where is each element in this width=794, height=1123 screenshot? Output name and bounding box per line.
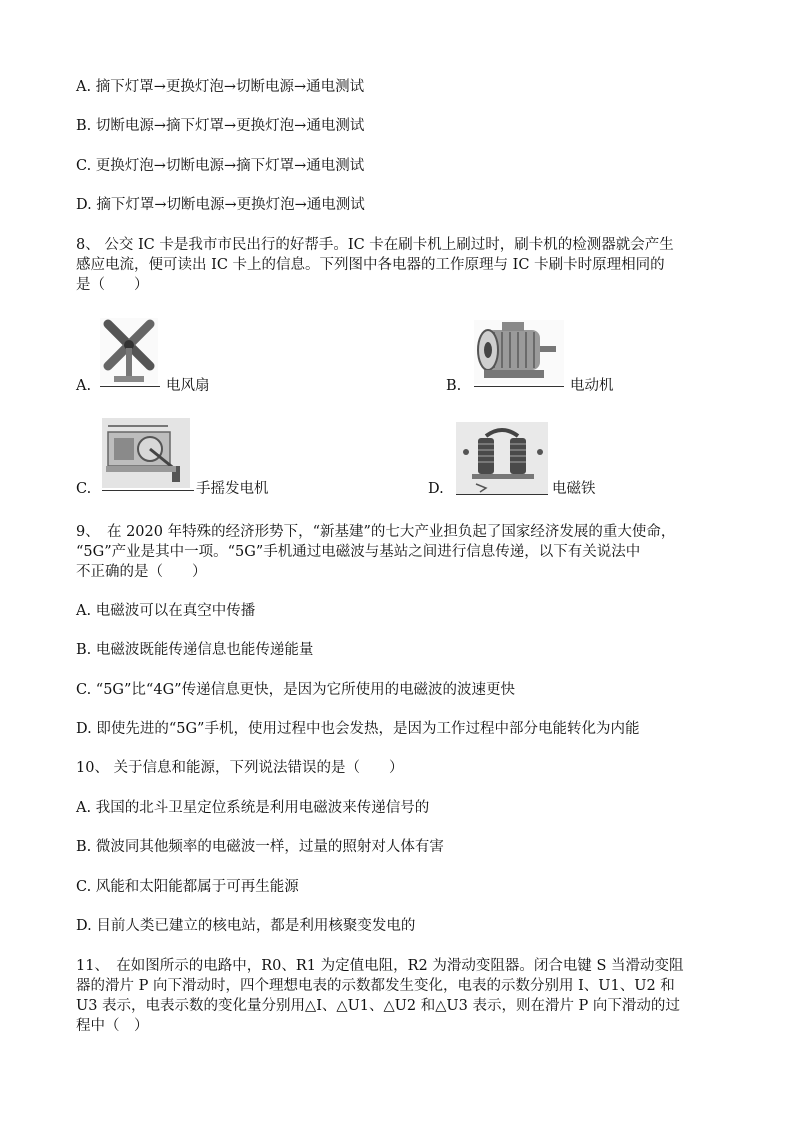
hand-crank-generator-icon (102, 418, 190, 488)
q8-choice-b-underline (474, 386, 564, 387)
electric-motor-icon (474, 320, 564, 384)
q9-stem (76, 522, 716, 582)
q11-stem-line: 程中（ ） (76, 1018, 149, 1034)
q11-stem-line: 器的滑片 P 向下滑动时，四个理想电表的示数都发生变化，电表的示数分别用 I、U1、U2 和 (76, 978, 675, 994)
q10-option-c: C. 风能和太阳能都属于可再生能源 (76, 879, 299, 895)
q9-option-d: D. 即使先进的“5G”手机，使用过程中也会发热，是因为工作过程中部分电能转化为内能 (76, 721, 640, 737)
q8-choice-d-caption: 电磁铁 (552, 481, 596, 497)
q8-choice-c-caption: 手摇发电机 (196, 481, 269, 497)
q8-choice-b-letter: B. (446, 378, 462, 394)
q8-stem-line: 感应电流，便可读出 IC 卡上的信息。下列图中各电器的工作原理与 IC 卡刷卡时原理相同的 (76, 257, 665, 273)
q8-stem-line: 是（ ） (76, 277, 149, 293)
q8-choice-b-caption: 电动机 (570, 378, 614, 394)
q10-stem: 10、 关于信息和能源，下列说法错误的是（ ） (76, 760, 404, 776)
q10-option-d: D. 目前人类已建立的核电站，都是利用核聚变发电的 (76, 918, 416, 934)
q8-choice-d-letter: D. (428, 481, 444, 497)
electromagnet-icon (456, 422, 548, 494)
q8-choice-c-underline (102, 490, 194, 491)
q11-stem-line: 11、 在如图所示的电路中，R0、R1 为定值电阻，R2 为滑动变阻器。闭合电键 S 当滑动变阻 (76, 958, 684, 974)
q7-option-c: C. 更换灯泡→切断电源→摘下灯罩→通电测试 (76, 158, 365, 174)
q9-option-b: B. 电磁波既能传递信息也能传递能量 (76, 642, 314, 658)
q8-choice-d-underline (456, 494, 548, 495)
q8-choice-a-underline (100, 386, 160, 387)
q9-stem-line: “5G”产业是其中一项。“5G”手机通过电磁波与基站之间进行信息传递，以下有关说法中 (76, 544, 641, 560)
q7-option-a: A. 摘下灯罩→更换灯泡→切断电源→通电测试 (76, 79, 365, 95)
q10-option-b: B. 微波同其他频率的电磁波一样，过量的照射对人体有害 (76, 839, 444, 855)
electric-fan-icon (100, 318, 158, 384)
q8-choice-a-letter: A. (76, 378, 92, 394)
q9-option-a: A. 电磁波可以在真空中传播 (76, 603, 256, 619)
q7-option-d: D. 摘下灯罩→切断电源→更换灯泡→通电测试 (76, 197, 365, 213)
q9-option-c: C. “5G”比“4G”传递信息更快，是因为它所使用的电磁波的波速更快 (76, 682, 516, 698)
q10-option-a: A. 我国的北斗卫星定位系统是利用电磁波来传递信号的 (76, 800, 430, 816)
q8-stem (76, 235, 716, 295)
q11-stem (76, 956, 716, 1036)
q8-choice-c-letter: C. (76, 481, 92, 497)
q8-stem-line: 8、 公交 IC 卡是我市市民出行的好帮手。IC 卡在刷卡机上刷过时，刷卡机的检测器就会产生 (76, 237, 674, 253)
q9-stem-line: 9、 在 2020 年特殊的经济形势下，“新基建”的七大产业担负起了国家经济发展的重大使命， (76, 524, 676, 540)
q9-stem-line: 不正确的是（ ） (76, 564, 207, 580)
q8-choice-a-caption: 电风扇 (166, 378, 210, 394)
q11-stem-line: U3 表示，电表示数的变化量分别用△I、△U1、△U2 和△U3 表示，则在滑片 P 向下滑动的过 (76, 998, 680, 1014)
q7-option-b: B. 切断电源→摘下灯罩→更换灯泡→通电测试 (76, 118, 365, 134)
